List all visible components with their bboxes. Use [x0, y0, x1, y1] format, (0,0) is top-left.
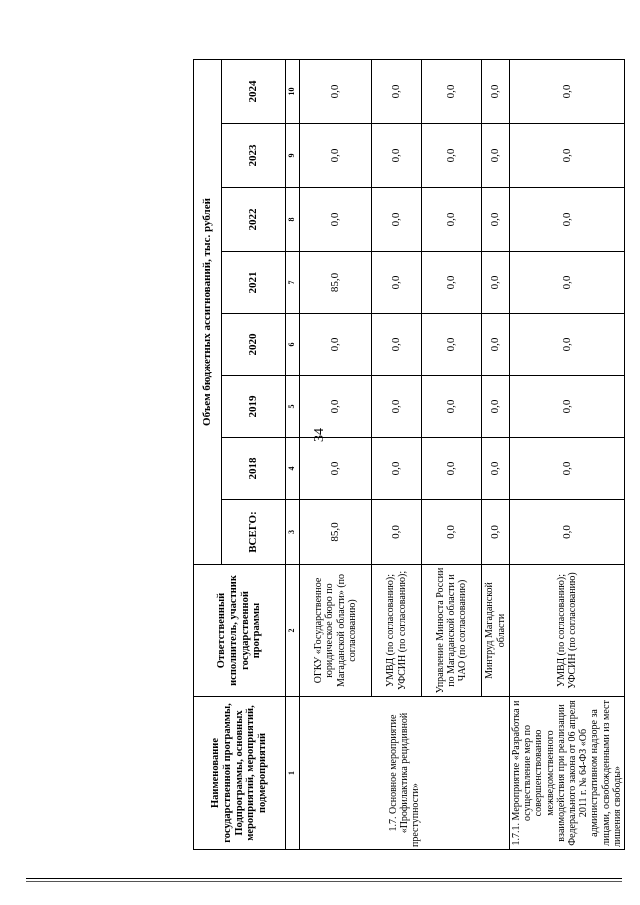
executor-cell: Управление Минюста России по Магаданской области и ЧАО (по согласованию)	[422, 565, 482, 697]
value-cell: 0,0	[300, 59, 372, 123]
header-year-2020: 2020	[222, 314, 286, 376]
table-row	[300, 59, 372, 849]
index-cell: 9	[286, 124, 300, 188]
index-cell: 6	[286, 314, 300, 376]
index-cell: 5	[286, 376, 300, 438]
value-cell: 0,0	[482, 59, 510, 123]
executor-cell: ОГКУ «Государственное юридическое бюро по Магаданской области» (по согласованию)	[300, 565, 372, 697]
value-cell: 0,0	[482, 252, 510, 314]
value-cell: 0,0	[482, 188, 510, 252]
header-year-2022: 2022	[222, 188, 286, 252]
executor-cell: Минтруд Магаданской области	[482, 565, 510, 697]
value-cell: 0,0	[372, 59, 422, 123]
page-number: 34	[312, 428, 327, 442]
value-cell: 0,0	[300, 124, 372, 188]
header-year-2018: 2018	[222, 438, 286, 500]
index-cell: 7	[286, 252, 300, 314]
value-cell: 0,0	[422, 188, 482, 252]
header-year-2019: 2019	[222, 376, 286, 438]
index-cell: 2	[286, 565, 300, 697]
table-row	[510, 59, 625, 849]
value-cell: 0,0	[482, 124, 510, 188]
executor-cell: УМВД (по согласованию); УФСИН (по согласованию)	[510, 565, 625, 697]
header-year-2021: 2021	[222, 252, 286, 314]
value-cell: 0,0	[510, 124, 625, 188]
value-cell: 0,0	[482, 376, 510, 438]
value-cell: 0,0	[422, 124, 482, 188]
value-cell: 0,0	[422, 376, 482, 438]
value-cell: 0,0	[482, 438, 510, 500]
executor-cell: УМВД (по согласованию); УФСИН (по согласованию);	[372, 565, 422, 697]
value-cell: 0,0	[510, 500, 625, 565]
value-cell: 0,0	[510, 314, 625, 376]
value-cell: 0,0	[372, 252, 422, 314]
value-cell: 85,0	[300, 252, 372, 314]
page-bottom-rule-thin	[26, 881, 622, 882]
value-cell: 0,0	[372, 500, 422, 565]
value-cell: 0,0	[482, 314, 510, 376]
value-cell: 0,0	[510, 252, 625, 314]
header-volume-column: Объем бюджетных ассигнований, тыс. рублей	[194, 59, 222, 564]
sub-measure-cell: 1.7.1. Мероприятие «Разработка и осуществление мер по совершенствованию межведомственного взаимодействия при реализации Федерального закона от 06 апреля 2011 г. № 64-ФЗ «Об административном надзоре за лицами, освобожденными из мест лишения свободы»	[510, 697, 625, 850]
budget-table-rotated	[193, 60, 623, 850]
value-cell: 0,0	[482, 500, 510, 565]
value-cell: 0,0	[300, 438, 372, 500]
value-cell: 0,0	[510, 376, 625, 438]
header-year-2024: 2024	[222, 59, 286, 123]
value-cell: 0,0	[300, 188, 372, 252]
index-cell: 8	[286, 188, 300, 252]
value-cell: 0,0	[372, 314, 422, 376]
main-measure-cell: 1.7. Основное мероприятие «Профилактика рецидивной преступности»	[300, 697, 510, 850]
value-cell: 0,0	[300, 376, 372, 438]
value-cell: 0,0	[510, 59, 625, 123]
budget-table	[193, 59, 625, 850]
value-cell: 0,0	[422, 252, 482, 314]
index-row	[286, 59, 300, 849]
value-cell: 0,0	[372, 188, 422, 252]
index-cell: 10	[286, 59, 300, 123]
value-cell: 0,0	[372, 124, 422, 188]
value-cell: 0,0	[510, 438, 625, 500]
value-cell: 0,0	[422, 59, 482, 123]
value-cell: 0,0	[372, 376, 422, 438]
value-cell: 0,0	[372, 438, 422, 500]
header-executor-column: Ответственный исполнитель, участник государственной программы	[194, 565, 286, 697]
header-name-column: Наименование государственной программы, Подпрограммы, основных мероприятий, мероприятий, подмероприятий	[194, 697, 286, 850]
value-cell: 0,0	[300, 314, 372, 376]
value-cell: 0,0	[510, 188, 625, 252]
value-cell: 85,0	[300, 500, 372, 565]
header-total: ВСЕГО:	[222, 500, 286, 565]
header-year-2023: 2023	[222, 124, 286, 188]
value-cell: 0,0	[422, 438, 482, 500]
value-cell: 0,0	[422, 500, 482, 565]
index-cell: 1	[286, 697, 300, 850]
value-cell: 0,0	[422, 314, 482, 376]
page-bottom-rule	[26, 878, 622, 879]
index-cell: 3	[286, 500, 300, 565]
index-cell: 4	[286, 438, 300, 500]
header-row-1	[194, 59, 222, 849]
